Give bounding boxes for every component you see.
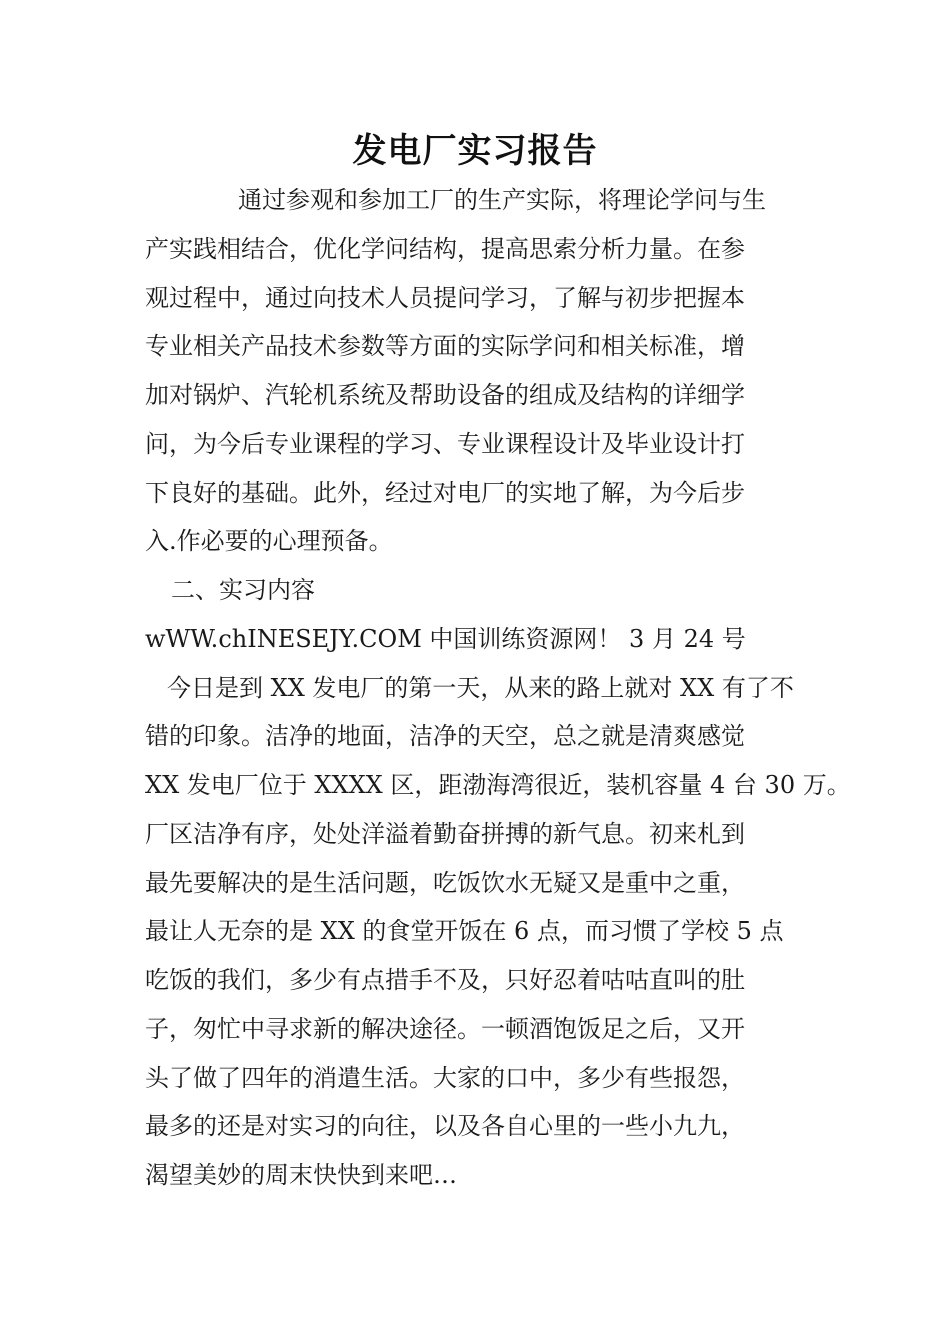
paragraph-line: 下良好的基础。此外，经过对电厂的实地了解，为今后步 <box>145 478 745 507</box>
paragraph-line: 观过程中，通过向技术人员提问学习，了解与初步把握本 <box>145 283 745 312</box>
paragraph-line: 厂区洁净有序，处处洋溢着勤奋拼搏的新气息。初来札到 <box>145 819 745 848</box>
paragraph-line: 今日是到 XX 发电厂的第一天，从来的路上就对 XX 有了不 <box>167 673 794 702</box>
paragraph-line: 通过参观和参加工厂的生产实际，将理论学问与生 <box>238 186 766 214</box>
paragraph-line: 产实践相结合，优化学问结构，提高思索分析力量。在参 <box>145 234 745 263</box>
paragraph-line: 吃饭的我们，多少有点措手不及，只好忍着咕咕直叫的肚 <box>145 966 745 994</box>
paragraph-line: 最让人无奈的是 XX 的食堂开饭在 6 点，而习惯了学校 5 点 <box>145 917 784 946</box>
paragraph-line: 专业相关产品技术参数等方面的实际学问和相关标准，增 <box>145 332 745 361</box>
paragraph-line: XX 发电厂位于 XXXX 区，距渤海湾很近，装机容量 4 台 30 万。 <box>145 771 851 799</box>
section-heading: 二、实习内容 <box>171 576 315 604</box>
paragraph-line: 最多的还是对实习的向往，以及各自心里的一些小九九， <box>145 1112 745 1141</box>
document-body <box>145 176 851 1200</box>
paragraph-line: 加对锅炉、汽轮机系统及帮助设备的组成及结构的详细学 <box>145 381 745 409</box>
paragraph-line: 渴望美妙的周末快快到来吧… <box>145 1161 457 1189</box>
document-title: 发电厂实习报告 <box>352 131 598 171</box>
paragraph-line: 子，匆忙中寻求新的解决途径。一顿酒饱饭足之后，又开 <box>145 1014 745 1043</box>
paragraph-line: 头了做了四年的消遣生活。大家的口中，多少有些报怨， <box>145 1063 745 1092</box>
paragraph-line: 问，为今后专业课程的学习、专业课程设计及毕业设计打 <box>145 429 745 458</box>
source-line: wWW.chINESEJY.COM 中国训练资源网！ 3 月 24 号 <box>145 624 746 653</box>
paragraph-line: 入.作必要的心理预备。 <box>145 527 393 556</box>
paragraph-line: 最先要解决的是生活问题，吃饭饮水无疑又是重中之重， <box>145 868 745 897</box>
paragraph-line: 错的印象。洁净的地面，洁净的天空，总之就是清爽感觉 <box>145 722 745 751</box>
